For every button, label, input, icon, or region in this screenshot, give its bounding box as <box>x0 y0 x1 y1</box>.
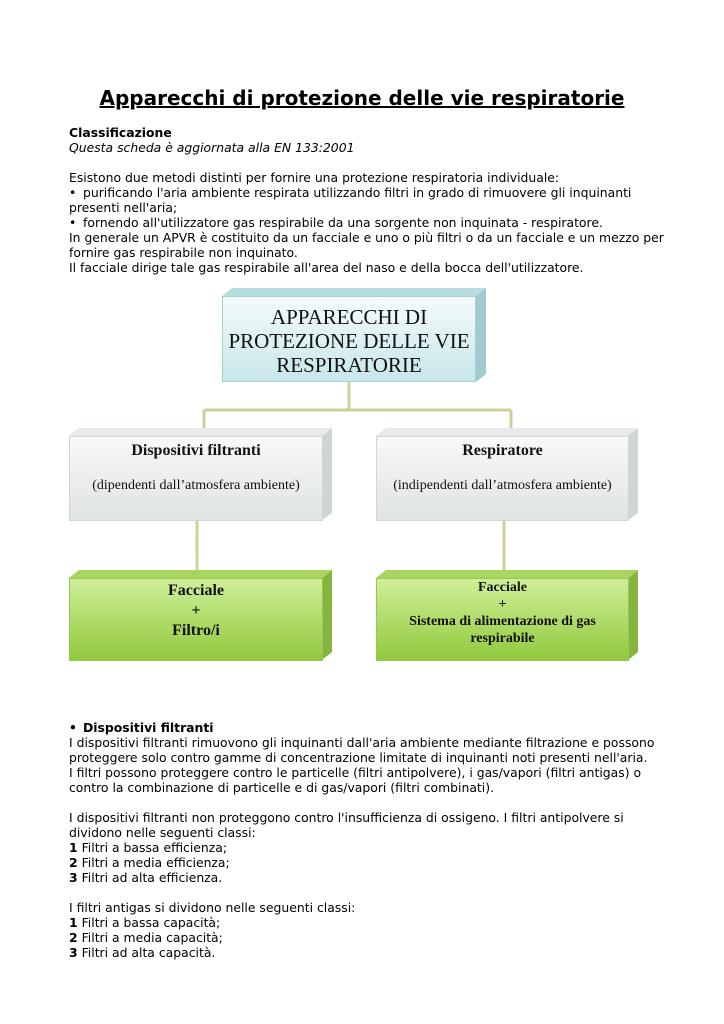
page-title: Apparecchi di protezione delle vie respiratorie <box>99 86 625 110</box>
gas-class-item <box>69 915 669 930</box>
dust-class-text: Filtri ad alta efficienza. <box>81 870 223 885</box>
respirator-box <box>376 436 629 521</box>
left-child-line-2: + <box>191 602 201 619</box>
section-heading-text: Dispositivi filtranti <box>83 720 214 735</box>
root-line-2: PROTEZIONE DELLE VIE <box>228 329 470 353</box>
apvr-paragraph: In generale un APVR è costituito da un facciale e uno o più filtri o da un facciale e un mezzo per fornire gas respirabile non inquinato. <box>69 230 664 260</box>
respirator-subtitle: (indipendenti dall’atmosfera ambiente) <box>393 478 612 493</box>
classification-heading: Classificazione <box>69 125 172 140</box>
gas-class-text: Filtri a media capacità; <box>81 930 223 945</box>
dust-class-number: 1 <box>69 840 78 855</box>
gas-class-number: 3 <box>69 945 78 960</box>
gas-class-item <box>69 930 669 945</box>
respirator-title: Respiratore <box>462 442 543 459</box>
section-paragraph-1: I dispositivi filtranti rimuovono gli inquinanti dall'aria ambiente mediante filtrazione e possono proteggere solo contro gamme di concentrazione limitate di inquinanti noti presenti nell'aria. <box>69 735 655 765</box>
standard-note: Questa scheda è aggiornata alla EN 133:2001 <box>69 140 355 155</box>
section-paragraph-2: I filtri possono proteggere contro le particelle (filtri antipolvere), i gas/vapori (filtri antigas) o contro la combinazione di particelle e di gas/vapori (filtri combinati). <box>69 765 642 795</box>
section-paragraph-4: I filtri antigas si dividono nelle seguenti classi: <box>69 900 356 915</box>
filtering-section <box>69 720 669 960</box>
left-child-line-3: Filtro/i <box>172 622 220 639</box>
right-child-line-3: Sistema di alimentazione di gas <box>409 614 596 629</box>
gas-class-number: 1 <box>69 915 78 930</box>
dust-class-number: 3 <box>69 870 78 885</box>
left-child-line-1: Facciale <box>168 582 224 599</box>
dust-class-item <box>69 855 669 870</box>
section-paragraph-3: I dispositivi filtranti non proteggono contro l'insufficienza di ossigeno. I filtri antipolvere si dividono nelle seguenti classi: <box>69 810 624 840</box>
right-child-line-2: + <box>498 597 507 612</box>
root-line-1: APPARECCHI DI <box>270 305 428 329</box>
filter-facepiece-box <box>69 578 323 661</box>
diagram-root-box <box>222 296 476 382</box>
right-child-line-4: respirabile <box>470 631 535 646</box>
intro-bullet-2-text: fornendo all'utilizzatore gas respirabile da una sorgente non inquinata - respiratore. <box>83 215 603 230</box>
section-heading <box>69 720 669 735</box>
filtering-devices-box <box>69 436 323 521</box>
intro-paragraph: Esistono due metodi distinti per fornire una protezione respiratoria individuale: <box>69 170 560 185</box>
root-line-3: RESPIRATORIE <box>276 353 422 377</box>
filtering-devices-title: Dispositivi filtranti <box>131 442 261 459</box>
dust-class-item <box>69 840 669 855</box>
dust-class-text: Filtri a media efficienza; <box>81 855 230 870</box>
gas-class-number: 2 <box>69 930 78 945</box>
gas-class-text: Filtri a bassa capacità; <box>81 915 221 930</box>
dust-class-text: Filtri a bassa efficienza; <box>81 840 228 855</box>
facepiece-paragraph: Il facciale dirige tale gas respirabile all'area del naso e della bocca dell'utilizzatore. <box>69 260 584 275</box>
dust-class-item <box>69 870 669 885</box>
intro-bullet-1-text: purificando l'aria ambiente respirata utilizzando filtri in grado di rimuovere gli inquinanti presenti nell'aria; <box>69 185 632 215</box>
supply-facepiece-box <box>376 578 629 661</box>
right-child-line-1: Facciale <box>478 580 527 595</box>
gas-class-item <box>69 945 669 960</box>
gas-class-text: Filtri ad alta capacità. <box>81 945 216 960</box>
dust-class-number: 2 <box>69 855 78 870</box>
filtering-devices-subtitle: (dipendenti dall’atmosfera ambiente) <box>92 478 300 493</box>
